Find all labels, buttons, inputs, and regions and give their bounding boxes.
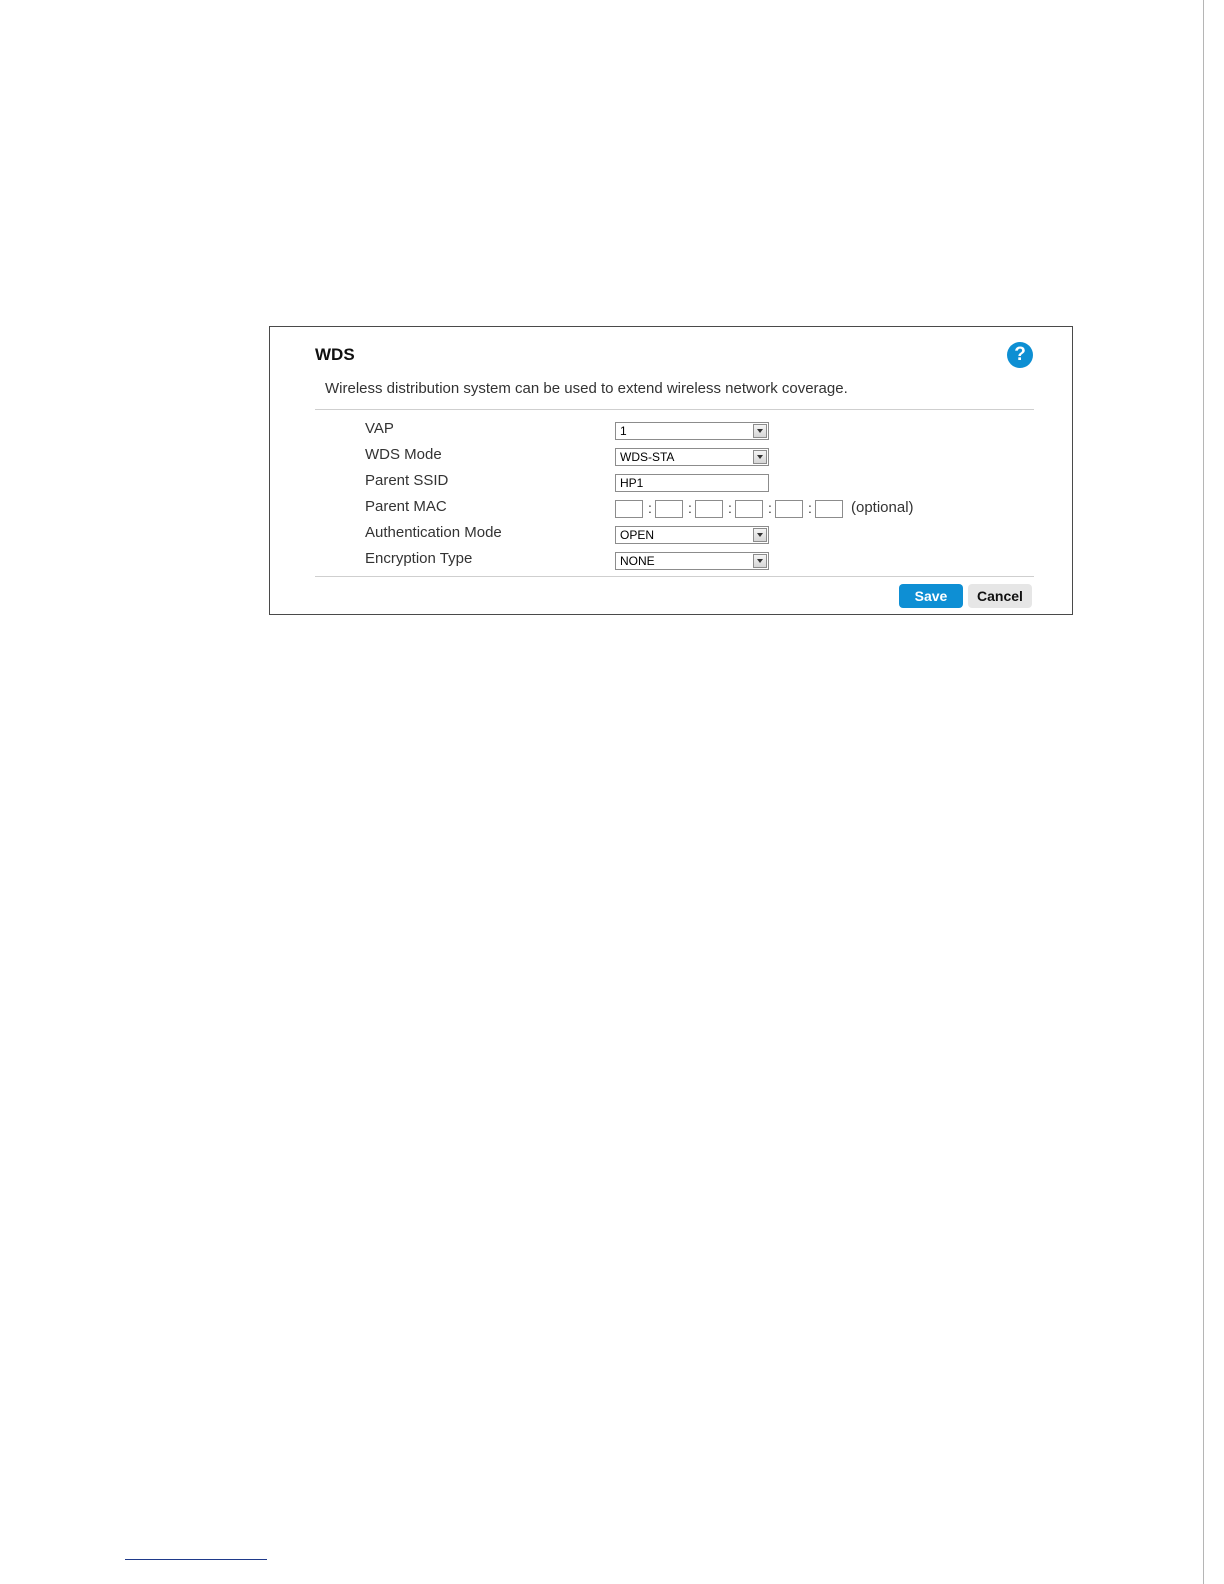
question-icon[interactable]: ? [1007, 342, 1033, 368]
page-edge-line [1203, 0, 1204, 1584]
wds-mode-label: WDS Mode [365, 446, 442, 463]
cancel-button[interactable]: Cancel [968, 584, 1032, 608]
dropdown-arrow-icon[interactable] [753, 528, 767, 542]
parent-mac-optional-note: (optional) [851, 499, 914, 516]
vap-select[interactable] [615, 422, 769, 440]
encryption-type-label: Encryption Type [365, 550, 473, 567]
parent-ssid-label: Parent SSID [365, 472, 449, 489]
vap-label: VAP [365, 420, 394, 437]
auth-mode-select[interactable] [615, 526, 769, 544]
encryption-type-select[interactable] [615, 552, 769, 570]
dropdown-arrow-icon[interactable] [753, 424, 767, 438]
mac-separator: : [808, 500, 812, 516]
parent-mac-octet-6[interactable] [815, 500, 843, 518]
bottom-divider [315, 576, 1034, 577]
dropdown-arrow-icon[interactable] [753, 450, 767, 464]
footnote-rule [125, 1559, 267, 1560]
mac-separator: : [728, 500, 732, 516]
parent-ssid-input[interactable] [615, 474, 769, 492]
parent-mac-octet-1[interactable] [615, 500, 643, 518]
wds-mode-select[interactable] [615, 448, 769, 466]
wds-panel [269, 326, 1073, 615]
top-divider [315, 409, 1034, 410]
encryption-type-select-value: NONE [620, 554, 655, 568]
parent-mac-label: Parent MAC [365, 498, 447, 515]
panel-description: Wireless distribution system can be used to extend wireless network coverage. [325, 380, 848, 397]
parent-mac-octet-3[interactable] [695, 500, 723, 518]
save-button[interactable]: Save [899, 584, 963, 608]
mac-separator: : [768, 500, 772, 516]
parent-mac-octet-2[interactable] [655, 500, 683, 518]
mac-separator: : [648, 500, 652, 516]
parent-mac-octet-5[interactable] [775, 500, 803, 518]
wds-mode-select-value: WDS-STA [620, 450, 675, 464]
panel-title: WDS [315, 345, 355, 364]
mac-separator: : [688, 500, 692, 516]
vap-select-value: 1 [620, 424, 627, 438]
dropdown-arrow-icon[interactable] [753, 554, 767, 568]
auth-mode-select-value: OPEN [620, 528, 655, 542]
auth-mode-label: Authentication Mode [365, 524, 502, 541]
parent-mac-octet-4[interactable] [735, 500, 763, 518]
